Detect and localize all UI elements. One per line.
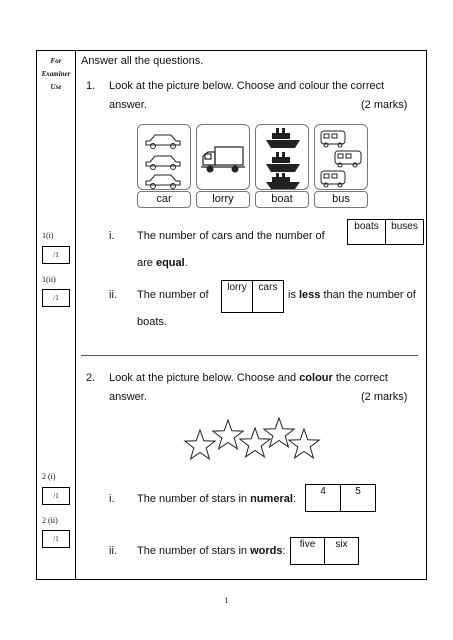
bus-icons	[315, 125, 369, 191]
q2-prompt-line2: answer.	[109, 391, 147, 403]
mark-label-2i: 2 (i)	[42, 472, 56, 481]
star-icon	[289, 429, 319, 458]
section-divider	[81, 355, 418, 356]
q2-prompt-line1: Look at the picture below. Choose and colour the correct	[109, 372, 388, 384]
examiner-use-heading: For Examiner Use	[41, 57, 71, 91]
q1-prompt-line2: answer.	[109, 99, 147, 111]
label-bus: bus	[314, 191, 368, 208]
lorry-icon	[197, 125, 251, 191]
instruction-text: Answer all the questions.	[81, 55, 204, 67]
star-icon	[185, 430, 215, 459]
q1-i-option-buses[interactable]: buses	[385, 219, 424, 245]
lorry-picture	[196, 124, 250, 190]
label-boat: boat	[255, 191, 309, 208]
q2-i-option-4[interactable]: 4	[305, 484, 341, 512]
label-lorry: lorry	[196, 191, 250, 208]
q1-prompt-line1: Look at the picture below. Choose and colour the correct	[109, 80, 385, 92]
stars-picture	[180, 414, 325, 464]
q2-marks: (2 marks)	[361, 391, 408, 403]
q1-ii-text: The number of	[137, 289, 209, 301]
mark-label-1i: 1(i)	[42, 231, 54, 240]
boats-picture	[255, 124, 309, 190]
mark-label-2ii: 2 (ii)	[42, 516, 58, 525]
buses-picture	[314, 124, 368, 190]
q1-marks: (2 marks)	[361, 99, 408, 111]
q2-ii-option-five[interactable]: five	[290, 537, 325, 565]
star-icon	[240, 428, 270, 457]
mark-box-2ii[interactable]: /1	[42, 530, 70, 548]
q1-i-text: The number of cars and the number of	[137, 230, 325, 242]
q1-ii-option-cars[interactable]: cars	[252, 280, 284, 313]
star-icon	[213, 420, 243, 449]
q2-ii-text: The number of stars in words:	[137, 545, 286, 557]
q1-i-text-2: are equal.	[137, 257, 188, 269]
mark-box-1i[interactable]: /1	[42, 246, 70, 264]
q2-ii-number: ii.	[109, 545, 117, 557]
q2-ii-option-six[interactable]: six	[324, 537, 359, 565]
examiner-column-divider	[75, 50, 76, 580]
q1-i-number: i.	[109, 230, 115, 242]
q1-ii-text-3: boats.	[137, 316, 167, 328]
star-icon	[264, 418, 294, 447]
q1-ii-option-lorry[interactable]: lorry	[221, 280, 253, 313]
cars-picture	[137, 124, 191, 190]
mark-label-1ii: 1(ii)	[42, 275, 56, 284]
car-icons	[138, 125, 192, 191]
q1-number: 1.	[86, 80, 96, 92]
q1-ii-text-2: is less than the number of	[288, 289, 416, 301]
page-number: 1	[224, 596, 229, 605]
q1-i-option-boats[interactable]: boats	[347, 219, 386, 245]
q2-i-text: The number of stars in numeral:	[137, 493, 296, 505]
mark-box-2i[interactable]: /1	[42, 487, 70, 505]
q2-i-number: i.	[109, 493, 115, 505]
boat-icons	[256, 125, 310, 191]
mark-box-1ii[interactable]: /1	[42, 289, 70, 307]
label-car: car	[137, 191, 191, 208]
q1-ii-number: ii.	[109, 289, 117, 301]
q2-i-option-5[interactable]: 5	[340, 484, 376, 512]
q2-number: 2.	[86, 372, 96, 384]
